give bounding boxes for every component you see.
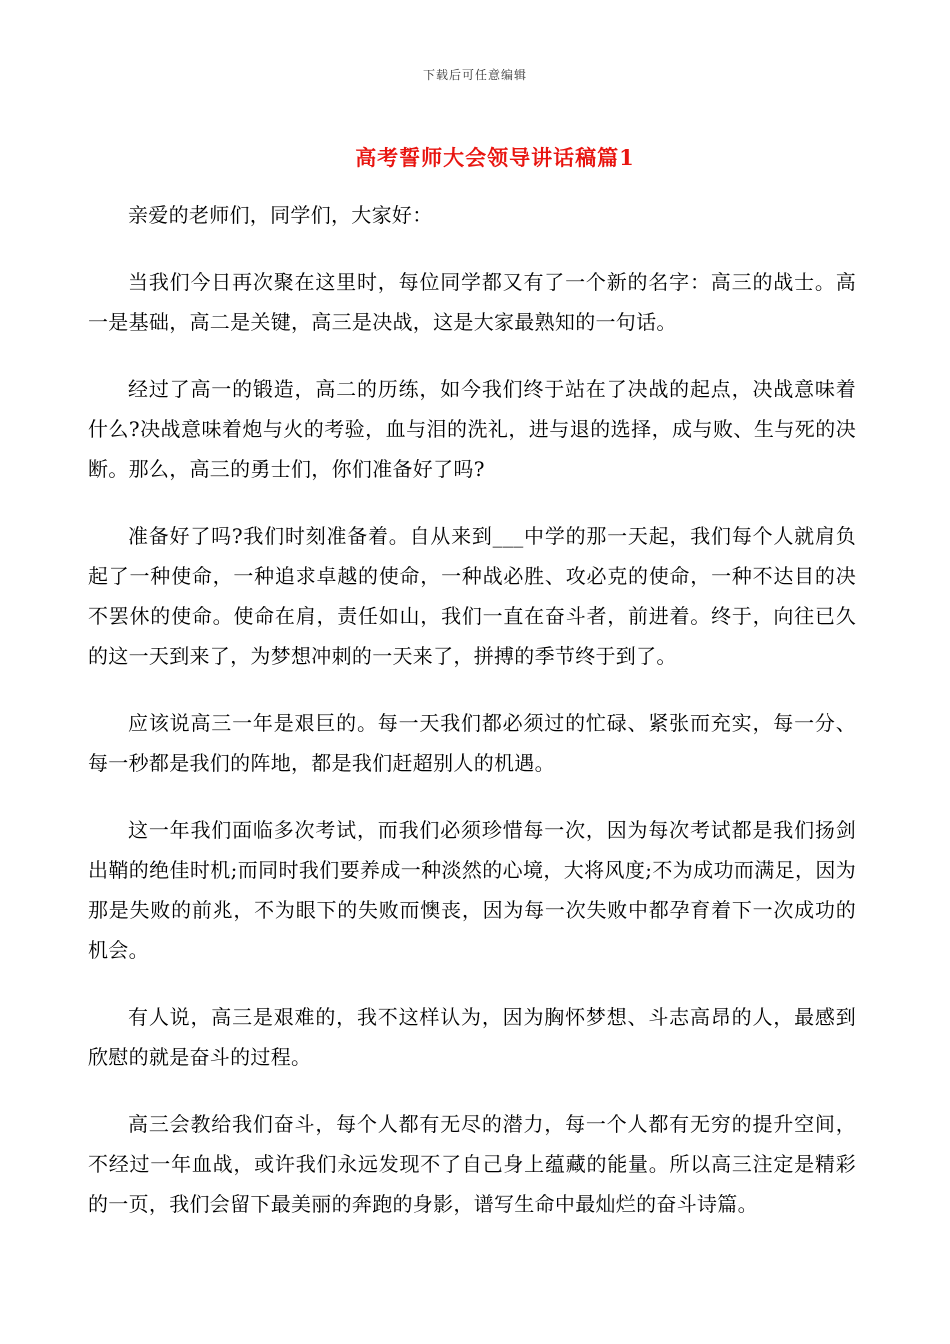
paragraph-6: 这一年我们面临多次考试，而我们必须珍惜每一次，因为每次考试都是我们扬剑出鞘的绝佳时机;而同时我们要养成一种淡然的心境，大将风度;不为成功而满足，因为那是失败的前兆，不为眼下的失败而懊丧，因为每一次失败中都孕育着下一次成功的机会。: [88, 818, 856, 962]
paragraph-7: 有人说，高三是艰难的，我不这样认为，因为胸怀梦想、斗志高昂的人，最感到欣慰的就是奋斗的过程。: [88, 1005, 856, 1069]
paragraph-greeting: 亲爱的老师们，同学们，大家好：: [128, 203, 433, 227]
paragraph-2: 当我们今日再次聚在这里时，每位同学都又有了一个新的名字：高三的战士。高一是基础，高二是关键，高三是决战，这是大家最熟知的一句话。: [88, 270, 856, 334]
header-note: 下载后可任意编辑: [422, 68, 527, 82]
paragraph-3: 经过了高一的锻造，高二的历练，如今我们终于站在了决战的起点，决战意味着什么?决战意味着炮与火的考验，血与泪的洗礼，进与退的选择，成与败、生与死的决断。那么，高三的勇士们，你们准备好了吗?: [88, 377, 856, 481]
document-body: [88, 195, 856, 1251]
paragraph-5: 应该说高三一年是艰巨的。每一天我们都必须过的忙碌、紧张而充实，每一分、每一秒都是我们的阵地，都是我们赶超别人的机遇。: [88, 711, 856, 775]
document-title: 高考誓师大会领导讲话稿篇1: [355, 145, 635, 170]
paragraph-8: 高三会教给我们奋斗，每个人都有无尽的潜力，每一个人都有无穷的提升空间，不经过一年血战，或许我们永远发现不了自己身上蕴藏的能量。所以高三注定是精彩的一页，我们会留下最美丽的奔跑的身影，谱写生命中最灿烂的奋斗诗篇。: [88, 1112, 856, 1216]
paragraph-4: 准备好了吗?我们时刻准备着。自从来到___中学的那一天起，我们每个人就肩负起了一种使命，一种追求卓越的使命，一种战必胜、攻必克的使命，一种不达目的决不罢休的使命。使命在肩，责任如山，我们一直在奋斗者，前进着。终于，向往已久的这一天到来了，为梦想冲刺的一天来了，拼搏的季节终于到了。: [88, 524, 856, 668]
